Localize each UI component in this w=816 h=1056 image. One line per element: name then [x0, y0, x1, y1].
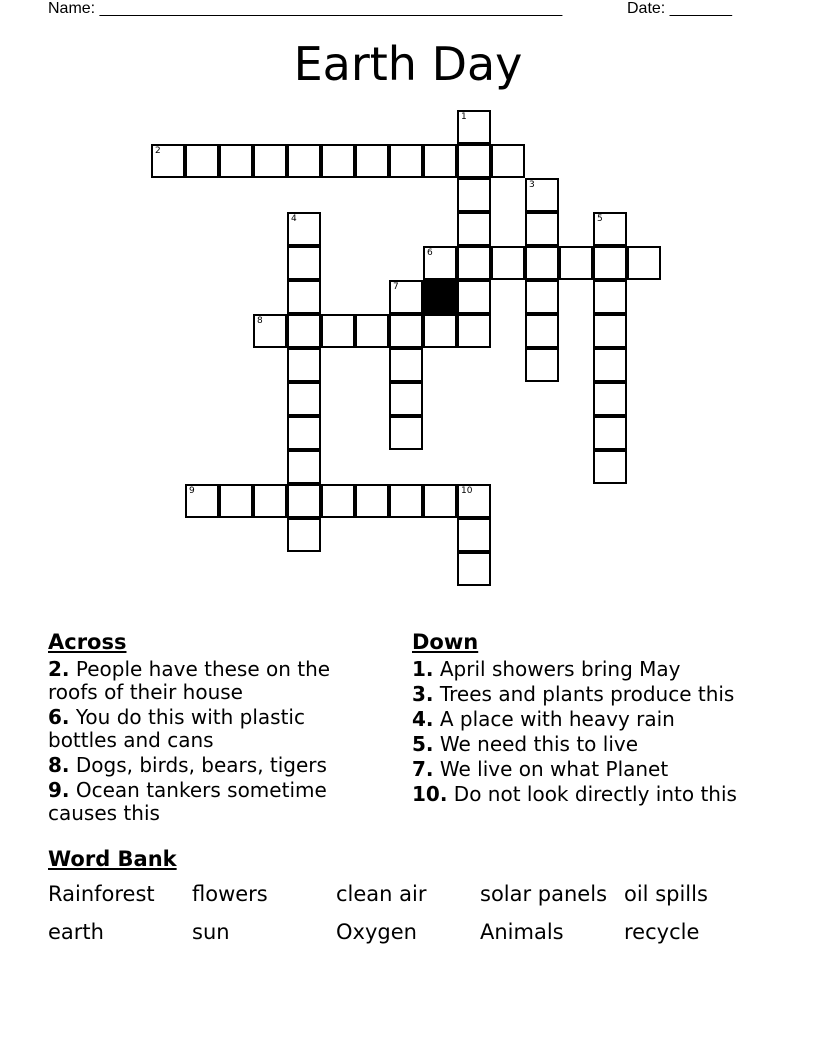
crossword-cell[interactable]	[457, 246, 491, 280]
crossword-cell[interactable]	[253, 144, 287, 178]
word-bank-item: oil spills	[624, 882, 708, 906]
crossword-cell[interactable]	[457, 280, 491, 314]
down-clue	[412, 683, 792, 706]
crossword-cell[interactable]	[423, 314, 457, 348]
word-bank	[48, 882, 768, 944]
clue-number-label: 3	[529, 180, 535, 190]
word-bank-item: sun	[192, 920, 230, 944]
crossword-cell[interactable]	[593, 382, 627, 416]
clue-text: Ocean tankers sometime causes this	[48, 778, 327, 825]
clue-text: We live on what Planet	[439, 757, 669, 781]
crossword-cell[interactable]	[355, 484, 389, 518]
clue-text: A place with heavy rain	[439, 707, 675, 731]
crossword-cell[interactable]	[525, 314, 559, 348]
clue-text: Do not look directly into this	[453, 782, 737, 806]
clue-number-label: 10	[461, 486, 473, 496]
crossword-cell[interactable]	[355, 144, 389, 178]
crossword-cell[interactable]	[423, 484, 457, 518]
crossword-cell[interactable]	[525, 246, 559, 280]
crossword-cell[interactable]	[593, 416, 627, 450]
across-clues	[48, 630, 358, 827]
clue-number-label: 7	[393, 282, 399, 292]
clue-text: Dogs, birds, bears, tigers	[75, 753, 327, 777]
across-clue	[48, 779, 358, 825]
word-bank-item: recycle	[624, 920, 700, 944]
crossword-cell[interactable]	[593, 246, 627, 280]
word-bank-item: Animals	[480, 920, 564, 944]
clue-number: 4.	[412, 707, 434, 731]
crossword-cell[interactable]	[423, 246, 457, 280]
clue-number: 1.	[412, 657, 434, 681]
across-clue	[48, 658, 358, 704]
across-clue	[48, 754, 358, 777]
clue-number-label: 1	[461, 112, 467, 122]
crossword-cell[interactable]	[593, 280, 627, 314]
clue-text: April showers bring May	[439, 657, 681, 681]
date-field-label: Date: _______	[627, 0, 732, 17]
crossword-cell[interactable]	[321, 484, 355, 518]
crossword-cell[interactable]	[219, 144, 253, 178]
down-clues	[412, 630, 792, 808]
word-bank-item: solar panels	[480, 882, 608, 906]
crossword-cell[interactable]	[457, 110, 491, 144]
crossword-cell[interactable]	[525, 280, 559, 314]
crossword-cell[interactable]	[457, 178, 491, 212]
crossword-cell[interactable]	[253, 314, 287, 348]
crossword-cell[interactable]	[219, 484, 253, 518]
crossword-cell[interactable]	[287, 144, 321, 178]
word-bank-item: earth	[48, 920, 104, 944]
clue-number: 10.	[412, 782, 448, 806]
crossword-cell[interactable]	[287, 450, 321, 484]
crossword-cell[interactable]	[627, 246, 661, 280]
crossword-cell[interactable]	[593, 314, 627, 348]
clue-number-label: 9	[189, 486, 195, 496]
crossword-cell[interactable]	[287, 314, 321, 348]
clue-number-label: 2	[155, 146, 161, 156]
across-heading: Across	[48, 630, 127, 654]
crossword-cell[interactable]	[559, 246, 593, 280]
clue-text: People have these on the roofs of their house	[48, 657, 331, 704]
clue-number: 6.	[48, 705, 70, 729]
clue-text: We need this to live	[439, 732, 639, 756]
word-bank-item: Oxygen	[336, 920, 417, 944]
crossword-cell[interactable]	[355, 314, 389, 348]
clue-number-label: 4	[291, 214, 297, 224]
word-bank-item: clean air	[336, 882, 427, 906]
crossword-cell[interactable]	[593, 212, 627, 246]
clue-number: 3.	[412, 682, 434, 706]
crossword-cell[interactable]	[321, 314, 355, 348]
crossword-cell[interactable]	[287, 348, 321, 382]
crossword-cell[interactable]	[185, 144, 219, 178]
clue-number: 7.	[412, 757, 434, 781]
word-bank-heading: Word Bank	[48, 847, 177, 871]
down-clue	[412, 783, 792, 806]
word-bank-item: flowers	[192, 882, 268, 906]
clue-number: 9.	[48, 778, 70, 802]
clue-number: 8.	[48, 753, 70, 777]
crossword-cell[interactable]	[389, 144, 423, 178]
crossword-cell[interactable]	[287, 280, 321, 314]
name-field-label: Name: ____________________________________________________	[48, 0, 563, 17]
crossword-cell[interactable]	[287, 382, 321, 416]
crossword-cell[interactable]	[457, 314, 491, 348]
clue-number-label: 6	[427, 248, 433, 258]
down-clue	[412, 733, 792, 756]
clue-text: You do this with plastic bottles and cans	[48, 705, 305, 752]
crossword-cell[interactable]	[525, 348, 559, 382]
crossword-cell[interactable]	[253, 484, 287, 518]
across-clue	[48, 706, 358, 752]
down-clue	[412, 708, 792, 731]
crossword-cell[interactable]	[593, 348, 627, 382]
crossword-cell[interactable]	[423, 144, 457, 178]
clue-number: 5.	[412, 732, 434, 756]
crossword-cell[interactable]	[287, 246, 321, 280]
crossword-cell[interactable]	[457, 144, 491, 178]
crossword-cell[interactable]	[491, 246, 525, 280]
crossword-cell[interactable]	[457, 212, 491, 246]
clue-number-label: 8	[257, 316, 263, 326]
crossword-cell[interactable]	[151, 144, 185, 178]
clue-text: Trees and plants produce this	[439, 682, 735, 706]
crossword-cell[interactable]	[491, 144, 525, 178]
word-bank-item: Rainforest	[48, 882, 155, 906]
crossword-block-cell	[423, 280, 457, 314]
down-heading: Down	[412, 630, 479, 654]
crossword-cell[interactable]	[185, 484, 219, 518]
clue-number: 2.	[48, 657, 70, 681]
crossword-cell[interactable]	[525, 212, 559, 246]
crossword-cell[interactable]	[287, 212, 321, 246]
crossword-cell[interactable]	[389, 484, 423, 518]
crossword-cell[interactable]	[389, 416, 423, 450]
clue-number-label: 5	[597, 214, 603, 224]
crossword-cell[interactable]	[457, 552, 491, 586]
down-clue	[412, 758, 792, 781]
crossword-cell[interactable]	[389, 280, 423, 314]
crossword-cell[interactable]	[593, 450, 627, 484]
crossword-cell[interactable]	[389, 348, 423, 382]
crossword-cell[interactable]	[321, 144, 355, 178]
crossword-cell[interactable]	[457, 484, 491, 518]
crossword-cell[interactable]	[389, 314, 423, 348]
crossword-cell[interactable]	[287, 416, 321, 450]
page-title: Earth Day	[293, 37, 523, 91]
crossword-cell[interactable]	[287, 484, 321, 518]
down-clue	[412, 658, 792, 681]
crossword-cell[interactable]	[525, 178, 559, 212]
crossword-cell[interactable]	[287, 518, 321, 552]
crossword-cell[interactable]	[389, 382, 423, 416]
crossword-cell[interactable]	[457, 518, 491, 552]
